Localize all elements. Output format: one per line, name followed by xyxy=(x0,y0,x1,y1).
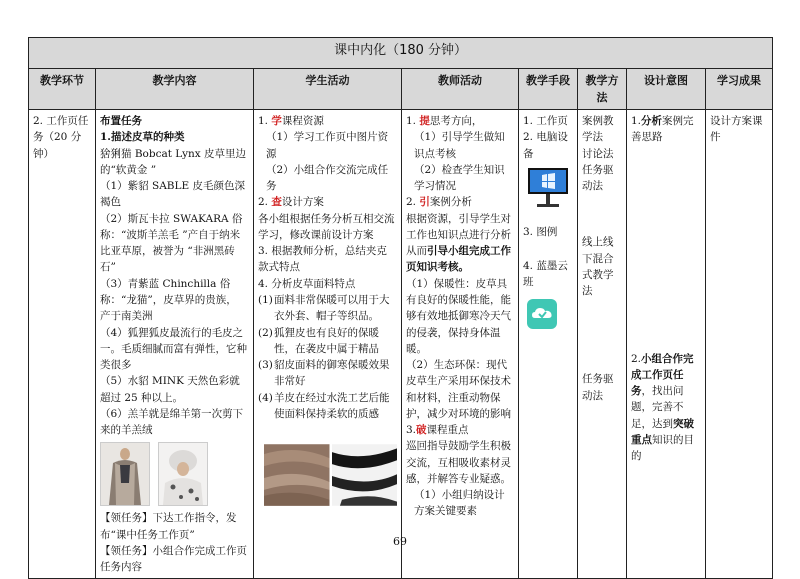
methods-cell xyxy=(578,110,627,579)
intent-key: 突破重点 xyxy=(631,417,694,446)
teacher-text: 巡回指导鼓励学生积极交流，互相吸收素材灵感，并解答专业疑惑。 xyxy=(406,440,511,485)
table-row xyxy=(29,110,773,579)
outcome-text: 设计方案课件 xyxy=(710,115,763,144)
intent-key: 小组合作完成工作页任务 xyxy=(631,352,694,398)
header-content: 教学内容 xyxy=(96,69,254,110)
teacher-item: （1）保暖性：皮草具有良好的保暖性能，能够有效地抵御寒冷天气的侵袭，保持身体温暖。 xyxy=(406,277,511,355)
interactive-display-icon xyxy=(525,166,571,210)
teacher-item: （2）检查学生知识学习情况 xyxy=(414,163,505,193)
content-item: （5）水貂 MINK 天然色彩就超过 25 种以上。 xyxy=(100,375,240,404)
header-student: 学生活动 xyxy=(254,69,402,110)
list-item: (3) 貂皮面料的御寒保暖效果非常好 xyxy=(258,359,390,388)
teacher-key-raise: 提 xyxy=(419,115,430,128)
list-item: (4) 羊皮在经过水洗工艺后能使面料保持柔软的质感 xyxy=(258,391,390,420)
teacher-item: （2）生态环保：现代皮草生产采用环保技术和材料，注重动物保护，减少对环境的影响 xyxy=(406,359,511,420)
task-instruction: 【领任务】小组合作完成工作页任务内容 xyxy=(100,544,247,574)
fur-texture-image xyxy=(264,444,330,506)
fur-hat-photo xyxy=(158,442,208,506)
method-item: 讨论法 xyxy=(582,147,614,160)
teacher-step-label: 思考方向， xyxy=(429,115,483,128)
teacher-text-bold: 引导小组完成工作页知识考核。 xyxy=(406,245,511,274)
mosoink-cloud-app-icon xyxy=(527,299,557,329)
teacher-step-label: 课程重点 xyxy=(426,424,469,437)
lesson-plan-table xyxy=(28,37,773,579)
task-instruction: 【领任务】下达工作指令，发布“课中任务工作页” xyxy=(100,512,237,541)
page-number: 69 xyxy=(393,535,407,548)
method-item: 任务驱动法 xyxy=(582,163,614,193)
fur-texture-image xyxy=(332,444,398,506)
fur-coat-photo xyxy=(100,442,150,506)
student-cell: 1. 学课程资源 （1）学习工作页中图片资源 （2）小组合作交流完成任务 2. 查设计方案 各小组根据任务分析互相交流学习，修改课前设计方案 3. 根据教师分析，总结夹克款式特点 4. 分析皮草面料特点 (1) 面料非常保暖可以用于大衣外套、帽子等织品。 (2) 狐狸皮也有良好的保暖性，在袭皮中属于精品 (3) 貂皮面料的御寒保暖效果非常好 (4) 羊皮在经过水洗工艺后能使面料保持柔软的质感 xyxy=(254,110,402,579)
content-cell xyxy=(96,110,254,579)
teacher-step-label: 案例分析 xyxy=(429,196,472,209)
intent-key: 分析 xyxy=(641,115,663,128)
content-item: （4）狐狸狐皮最流行的毛皮之一。毛质细腻而富有弹性，它种类很多 xyxy=(100,326,247,372)
header-stage: 教学环节 xyxy=(29,69,96,110)
means-item: 2. 电脑设备 xyxy=(523,131,568,160)
stage-cell xyxy=(29,110,96,579)
content-intro: 猞猁猫 Bobcat Lynx 皮草里边的“软黄金 ” xyxy=(100,147,247,176)
header-outcome: 学习成果 xyxy=(706,69,773,110)
content-item: （6）羔羊就是绵羊第一次剪下来的羊羔绒 xyxy=(100,407,244,437)
header-methods: 教学方法 xyxy=(578,69,627,110)
student-text: 各小组根据任务分析互相交流学习，修改课前设计方案 xyxy=(258,212,395,241)
method-item: 案例教学法 xyxy=(582,115,614,144)
student-key-check: 查 xyxy=(271,196,282,209)
student-step-label: 课程资源 xyxy=(281,115,324,128)
list-item: (1) 面料非常保暖可以用于大衣外套、帽子等织品。 xyxy=(258,294,390,323)
method-item: 任务驱动法 xyxy=(582,373,614,402)
outcome-cell xyxy=(706,110,773,579)
content-item: （2）斯瓦卡拉 SWAKARA 俗称：“波斯羊羔毛 ”产自于纳米比亚草原，被誉为 “非洲黑砖石” xyxy=(100,212,243,274)
list-item: (2) 狐狸皮也有良好的保暖性，在袭皮中属于精品 xyxy=(258,326,379,355)
teacher-item: （1）引导学生做知识点考核 xyxy=(414,131,505,160)
intent-text: ，找出问题，完善不足，达到 xyxy=(631,385,684,430)
means-item: 3. 图例 xyxy=(523,225,558,238)
intent-cell: 1.分析案例完善思路 2.小组合作完成工作页任务，找出问题，完善不足，达到突破重点知识的目的 xyxy=(627,110,706,579)
student-step: 3. 根据教师分析，总结夹克款式特点 xyxy=(258,245,387,274)
teacher-key-break: 破 xyxy=(416,424,427,437)
content-subheading: 1.描述皮草的种类 xyxy=(100,131,185,144)
student-key-learn: 学 xyxy=(271,115,282,128)
content-item: （3）青紫蓝 Chinchilla 俗称：“龙猫”，皮草界的贵族， 产于南美洲 xyxy=(100,277,237,323)
table-title: 课中内化（180 分钟） xyxy=(29,38,773,69)
student-step: 4. 分析皮草面料特点 xyxy=(258,277,356,290)
intent-text: 案例完善思路 xyxy=(631,115,694,144)
stage-text: 2. 工作页任务（20 分钟） xyxy=(33,115,89,160)
fabric-features-list xyxy=(258,292,397,422)
means-item: 1. 工作页 xyxy=(523,115,568,128)
intent-text: 知识的目的 xyxy=(631,433,694,463)
header-teacher: 教师活动 xyxy=(402,69,519,110)
student-item: （2）小组合作交流完成任务 xyxy=(266,163,389,193)
header-means: 教学手段 xyxy=(519,69,578,110)
means-item: 4. 蓝墨云班 xyxy=(523,260,568,289)
teacher-key-guide: 引 xyxy=(419,196,430,209)
content-heading: 布置任务 xyxy=(100,115,142,128)
method-item: 线上线下混合式教学法 xyxy=(582,236,614,298)
means-cell xyxy=(519,110,578,579)
teacher-cell: 1. 提思考方向， （1）引导学生做知识点考核 （2）检查学生知识学习情况 2. 引案例分析 根据资源，引导学生对工作也知识点进行分析从而引导小组完成工作页知识考核。 （1）保暖性：皮草具有良好的保暖性能，能够有效地抵御寒冷天气的侵袭，保持身体温暖。 （2）生态环保：现代皮草生产采用环保技术和材料，注重动物保护，减少对环境的影响 3.破课程重点 巡回指导鼓励学生积极交流，互相吸收素材灵感，并解答专业疑惑。 （1）小组归纳设计方案关键要素 xyxy=(402,110,519,579)
student-item: （1）学习工作页中图片资源 xyxy=(266,131,389,160)
content-item: （1）紫貂 SABLE 皮毛颜色深褐色 xyxy=(100,180,245,209)
student-step-label: 设计方案 xyxy=(281,196,324,209)
teacher-item: （1）小组归纳设计方案关键要素 xyxy=(414,489,505,518)
header-intent: 设计意图 xyxy=(627,69,706,110)
teacher-text: 根据资源，引导学生对工作也知识点进行分析从而 xyxy=(406,212,511,258)
